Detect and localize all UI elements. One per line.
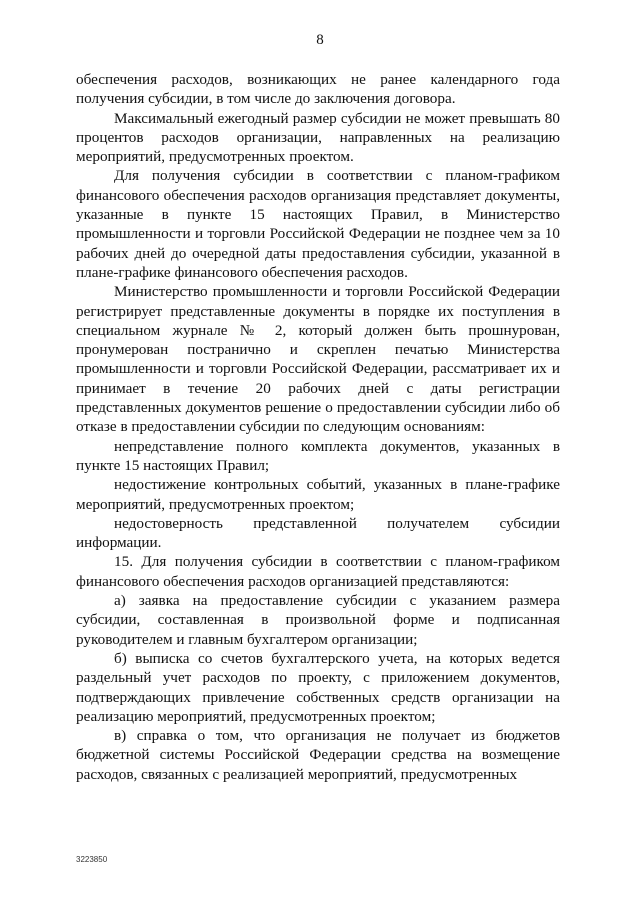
paragraph-max-subsidy: Максимальный ежегодный размер субсидии не может превышать 80 процентов расходов организации, направленных на реализацию мероприятий, предусмотренных проектом.: [76, 109, 560, 166]
list-item-c: в) справка о том, что организация не получает из бюджетов бюджетной системы Российской Федерации средства на возмещение расходов, связанных с реализацией мероприятий, предусмотренных: [76, 727, 560, 783]
page-number: 8: [316, 32, 324, 48]
refusal-ground-inaccuracy: недостоверность представленной получателем субсидии информации.: [76, 514, 560, 552]
list-item-b: б) выписка со счетов бухгалтерского учета, на которых ведется раздельный учет расходов по проекту, с приложением документов, подтверждающих привлечение собственных средств организации на реализацию мероприятий, предусмотренных проектом;: [76, 649, 560, 725]
paragraph-clause-15: 15. Для получения субсидии в соответствии с планом-графиком финансового обеспечения расходов организацией представляются:: [76, 553, 560, 590]
paragraph-documents-submission: Для получения субсидии в соответствии с планом-графиком финансового обеспечения расходов организация представляет документы, указанные в пункте 15 настоящих Правил, в Министерство промышленности и торговли Российской Федерации не позднее чем за 10 рабочих дней до очередной даты предоставления субсидии, указанной в плане-графике финансового обеспечения расходов.: [76, 167, 560, 281]
list-item-a: а) заявка на предоставление субсидии с указанием размера субсидии, составленная в произвольной форме и подписанная руководителем и главным бухгалтером организации;: [76, 592, 560, 648]
refusal-ground-incomplete: непредставление полного комплекта документов, указанных в пункте 15 настоящих Правил;: [76, 437, 560, 474]
document-code: 3223850: [76, 855, 108, 864]
refusal-ground-events: недостижение контрольных событий, указанных в плане-графике мероприятий, предусмотренных проектом;: [76, 476, 560, 513]
document-body: [76, 70, 560, 784]
paragraph-continuation: обеспечения расходов, возникающих не ранее календарного года получения субсидии, в том числе до заключения договора.: [76, 71, 560, 108]
paragraph-ministry-registration: Министерство промышленности и торговли Российской Федерации регистрирует представленные документы в порядке их поступления в специальном журнале № 2, который должен быть прошнурован, пронумерован постранично и скреплен печатью Министерства промышленности и торговли Российской Федерации, рассматривает их и принимает в течение 20 рабочих дней с даты регистрации представленных документов решение о предоставлении субсидии либо об отказе в предоставлении субсидии по следующим основаниям:: [76, 283, 560, 436]
